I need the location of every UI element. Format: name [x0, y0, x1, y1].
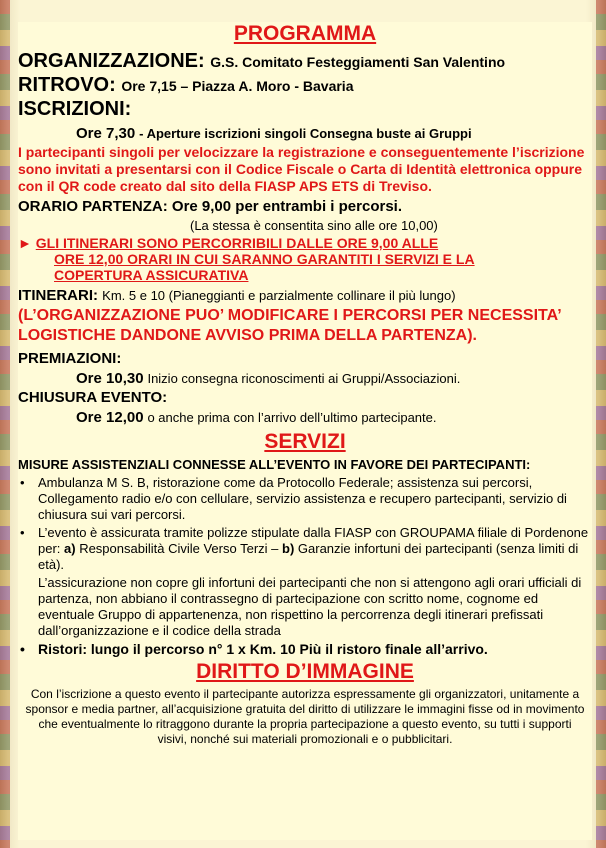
bullet-icon: •	[20, 525, 25, 540]
itinerari-text: Km. 5 e 10 (Pianeggianti e parzialmente collinare il più lungo)	[102, 288, 456, 303]
ritrovo-value: Ore 7,15 – Piazza A. Moro - Bavaria	[121, 78, 354, 94]
organizzazione-label: ORGANIZZAZIONE	[18, 50, 198, 72]
servizi-bullet-2-b: b)	[282, 541, 295, 556]
servizi-bullet-ristori	[18, 641, 592, 657]
bullet-icon: •	[20, 641, 25, 657]
iscrizioni-detail	[18, 124, 592, 143]
servizi-bullet-2-mid: Responsabilità Civile Verso Terzi –	[75, 541, 282, 556]
orario-partenza-note: (La stessa è consentita sino alle ore 10,00)	[190, 218, 438, 233]
avviso-line-3: COPERTURA ASSICURATIVA	[54, 267, 249, 283]
servizi-bullet-2-note: L’assicurazione non copre gli infortuni dei partecipanti che non si attengono agli orari ufficiali di partenza, non abbiano il contrassegno di partecipazione con scritto nome, cognome ed eventuale Gruppo di appartenenza, non rispettino la percorrenza degli itinerari prefissati dall’organizzazione e il codice della strada	[38, 575, 582, 638]
itinerari-row: ITINERARI: Km. 5 e 10 (Pianeggianti e parzialmente collinare il più lungo)	[18, 287, 456, 304]
chiusura-time: Ore 12,00	[76, 409, 144, 426]
chiusura-text: o anche prima con l’arrivo dell’ultimo partecipante.	[147, 410, 437, 425]
servizi-bullet-2-post: Garanzie infortuni dei partecipanti (senza limiti di età).	[38, 541, 579, 572]
arrow-icon: ►	[18, 235, 32, 251]
itinerari-warning: (L’ORGANIZZAZIONE PUO’ MODIFICARE I PERCORSI PER NECESSITA’ LOGISTICHE DANDONE AVVISO PRIMA DELLA PARTENZA).	[18, 307, 561, 344]
avviso-line-2-row	[18, 251, 592, 267]
diritto-immagine-title: DIRITTO D’IMMAGINE	[196, 660, 414, 683]
itinerari-label: ITINERARI	[18, 287, 93, 304]
orario-partenza-row: ORARIO PARTENZA: Ore 9,00 per entrambi i percorsi.	[18, 198, 403, 215]
avviso-line-2: ORE 12,00 ORARI IN CUI SARANNO GARANTITI I SERVIZI E LA	[54, 251, 475, 267]
decorative-border-left	[0, 0, 10, 848]
organizzazione-row: ORGANIZZAZIONE: G.S. Comitato Festeggiamenti San Valentino	[18, 50, 506, 72]
iscrizioni-time: Ore 7,30	[76, 125, 136, 142]
servizi-heading: MISURE ASSISTENZIALI CONNESSE ALL’EVENTO IN FAVORE DEI PARTECIPANTI:	[18, 457, 531, 472]
orario-partenza-label: ORARIO PARTENZA	[18, 198, 163, 215]
organizzazione-value: G.S. Comitato Festeggiamenti San Valentino	[210, 54, 506, 70]
servizi-bullet-2-pre: L’evento è assicurata tramite polizze stipulate dalla FIASP con GROUPAMA filiale di Pordenone per:	[38, 525, 589, 556]
ritrovo-row: RITROVO: Ore 7,15 – Piazza A. Moro - Bavaria	[18, 74, 354, 96]
iscrizioni-text: - Aperture iscrizioni singoli Consegna buste ai Gruppi	[139, 126, 472, 141]
servizi-bullet-3-text: Ristori: lungo il percorso n° 1 x Km. 10 Più il ristoro finale all’arrivo.	[38, 641, 488, 657]
servizi-bullet-ambulanza	[18, 475, 592, 523]
iscrizioni-row: ISCRIZIONI:	[18, 98, 132, 120]
servizi-bullet-2-a: a)	[64, 541, 76, 556]
decorative-border-right	[596, 0, 606, 848]
avviso-line-1: GLI ITINERARI SONO PERCORRIBILI DALLE ORE 9,00 ALLE	[35, 235, 439, 251]
iscrizioni-note: I partecipanti singoli per velocizzare la registrazione e conseguentemente l’iscrizione sono invitati a presentarsi con il Codice Fiscale o Carta di Identità elettronica oppure con il QR code creato dal sito della FIASP APS ETS di Treviso.	[18, 144, 585, 194]
chiusura-label: CHIUSURA EVENTO:	[18, 389, 168, 406]
premiazioni-text: Inizio consegna riconoscimenti ai Gruppi/Associazioni.	[147, 371, 461, 386]
servizi-bullet-assicurazione	[18, 525, 592, 639]
document-body	[18, 22, 592, 840]
chiusura-detail	[18, 408, 592, 427]
diritto-immagine-text: Con l’iscrizione a questo evento il partecipante autorizza espressamente gli organizzatori, unitamente a sponsor e media partner, all’acquisizione gratuita del diritto di utilizzare le immagini fisse od in movimento che eventualmente lo ritraggono durante la propria partecipazione a questo evento, su tutti i supporti visivi, nonché sui materiali promozionali e o pubblicitari.	[25, 687, 585, 746]
orario-partenza-value: Ore 9,00 per entrambi i percorsi.	[171, 198, 403, 215]
premiazioni-label: PREMIAZIONI:	[18, 350, 122, 367]
servizi-title: SERVIZI	[264, 430, 346, 453]
ritrovo-label: RITROVO	[18, 74, 110, 96]
servizi-bullet-1-text: Ambulanza M S. B, ristorazione come da Protocollo Federale; assistenza sui percorsi, Collegamento radio e/o con cellulare, servizio assistenza e recupero partecipanti, servizio di chiusura sui vari percorsi.	[38, 475, 567, 522]
premiazioni-time: Ore 10,30	[76, 370, 144, 387]
premiazioni-detail	[18, 369, 592, 388]
iscrizioni-label: ISCRIZIONI	[18, 98, 125, 120]
itinerari-avviso	[18, 235, 592, 251]
bullet-icon: •	[20, 475, 25, 490]
programma-title: PROGRAMMA	[233, 22, 377, 45]
avviso-line-3-row	[18, 267, 592, 283]
